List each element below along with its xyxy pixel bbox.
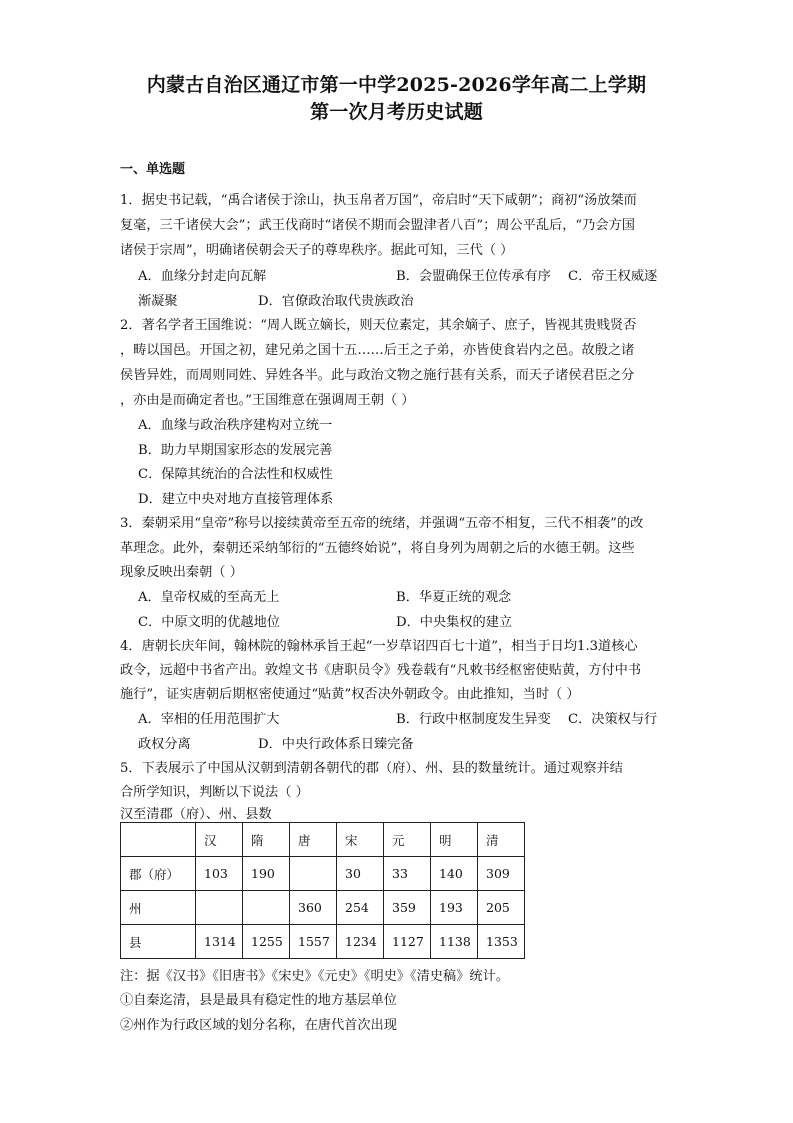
q5-statistics-table (120, 822, 525, 959)
q2-stem-line-1: 2．著名学者王国维说：“周人既立嫡长，则天位素定，其余嫡子、庶子，皆视其贵贱贤否 (120, 318, 637, 333)
section-heading: 一、单选题 (120, 162, 186, 177)
table-cell: 360 (290, 891, 337, 925)
table-cell: 县 (121, 925, 196, 959)
table-cell: 1557 (290, 925, 337, 959)
table-cell: 193 (431, 891, 478, 925)
table-cell: 元 (384, 823, 431, 857)
q2-option-c: C．保障其统治的合法性和权威性 (138, 467, 333, 482)
exam-title-line-2: 第一次月考历史试题 (310, 101, 483, 123)
table-cell (290, 857, 337, 891)
q4-option-c: C．决策权与行 (568, 712, 658, 727)
q1-stem-line-1: 1．据史书记载，“禹合诸侯于涂山，执玉帛者万国”，帝启时“天下咸朝”；商初“汤放桀而 (120, 193, 637, 208)
q4-option-c-continued: 政权分离 (138, 737, 191, 752)
table-cell: 1314 (196, 925, 243, 959)
q1-stem-line-2: 复毫，三千诸侯大会”；武王伐商时“诸侯不期而会盟津者八百”；周公平乱后，“乃会方国 (120, 218, 635, 233)
q2-stem-line-3: 侯皆异姓，而周则同姓、异姓各半。此与政治文物之施行甚有关系，而天子诸侯君臣之分 (120, 368, 635, 383)
table-cell: 309 (478, 857, 525, 891)
table-cell (196, 891, 243, 925)
table-cell: 宋 (337, 823, 384, 857)
table-cell: 140 (431, 857, 478, 891)
q1-option-b: B．会盟确保王位传承有序 (396, 269, 551, 284)
q5-statement-1: ①自秦迄清，县是最具有稳定性的地方基层单位 (120, 993, 397, 1008)
table-cell: 州 (121, 891, 196, 925)
table-cell: 1127 (384, 925, 431, 959)
q1-stem-line-3: 诸侯于宗周”，明确诸侯朝会天子的尊卑秩序。据此可知，三代（ ） (120, 243, 514, 258)
q5-statement-2: ②州作为行政区域的划分名称，在唐代首次出现 (120, 1018, 397, 1033)
table-cell: 隋 (243, 823, 290, 857)
q3-option-a: A．皇帝权威的至高无上 (138, 590, 280, 605)
table-cell: 1234 (337, 925, 384, 959)
q3-option-b: B．华夏正统的观念 (396, 590, 512, 605)
table-cell: 唐 (290, 823, 337, 857)
q5-stem-line-2: 合所学知识，判断以下说法（ ） (120, 785, 309, 800)
table-cell: 205 (478, 891, 525, 925)
q2-option-b: B．助力早期国家形态的发展完善 (138, 443, 333, 458)
q5-table-caption: 汉至清郡（府）、州、县数 (120, 807, 272, 822)
table-cell: 103 (196, 857, 243, 891)
table-cell: 明 (431, 823, 478, 857)
table-row (121, 925, 525, 959)
q4-stem-line-2: 政令，远超中书省产出。敦煌文书《唐职员令》残卷载有“凡敕书经枢密使贴黄，方付中书 (120, 663, 642, 678)
q3-option-c: C．中原文明的优越地位 (138, 615, 280, 630)
q4-stem-line-3: 施行”，证实唐朝后期枢密使通过“贴黄”权否决外朝政令。由此推知，当时（ ） (120, 687, 580, 702)
q3-option-d: D．中央集权的建立 (396, 615, 513, 630)
q1-option-c-continued: 渐凝聚 (138, 294, 178, 309)
q4-stem-line-1: 4．唐朝长庆年间，翰林院的翰林承旨王起“一岁草诏四百七十道”，相当于日均1.3道核心 (120, 639, 638, 654)
q1-option-a: A．血缘分封走向瓦解 (138, 269, 267, 284)
table-cell: 郡（府） (121, 857, 196, 891)
q2-option-d: D．建立中央对地方直接管理体系 (138, 492, 334, 507)
q2-option-a: A．血缘与政治秩序建构对立统一 (138, 418, 333, 433)
table-cell: 1255 (243, 925, 290, 959)
table-cell: 1353 (478, 925, 525, 959)
q5-table-note: 注：据《汉书》《旧唐书》《宋史》《元史》《明史》《清史稿》统计。 (120, 969, 509, 984)
q5-stem-line-1: 5．下表展示了中国从汉朝到清朝各朝代的郡（府）、州、县的数量统计。通过观察并结 (120, 761, 623, 776)
q1-option-d: D．官僚政治取代贵族政治 (258, 294, 414, 309)
q3-stem-line-1: 3．秦朝采用“皇帝”称号以接续黄帝至五帝的统绪，并强调“五帝不相复，三代不相袭”的改 (120, 516, 644, 531)
q2-stem-line-4: ，亦由是而确定者也。”王国维意在强调周王朝（ ） (120, 393, 415, 408)
table-cell: 190 (243, 857, 290, 891)
table-cell (243, 891, 290, 925)
q2-stem-line-2: ，畴以国邑。开国之初，建兄弟之国十五……后王之子弟，亦皆使食岩内之邑。故殷之诸 (120, 343, 635, 358)
q4-option-b: B．行政中枢制度发生异变 (396, 712, 551, 727)
table-cell: 汉 (196, 823, 243, 857)
table-row (121, 891, 525, 925)
table-cell: 254 (337, 891, 384, 925)
table-cell (121, 823, 196, 857)
table-cell: 359 (384, 891, 431, 925)
q4-option-d: D．中央行政体系日臻完备 (258, 737, 414, 752)
table-cell: 1138 (431, 925, 478, 959)
exam-title-line-1: 内蒙古自治区通辽市第一中学2025-2026学年高二上学期 (146, 74, 647, 96)
q3-stem-line-3: 现象反映出秦朝（ ） (120, 565, 243, 580)
q4-option-a: A．宰相的任用范围扩大 (138, 712, 280, 727)
table-cell: 30 (337, 857, 384, 891)
table-header-row (121, 823, 525, 857)
q3-stem-line-2: 革理念。此外，秦朝还采纳邹衍的“五德终始说”，将自身列为周朝之后的水德王朝。这些 (120, 541, 635, 556)
q1-option-c: C．帝王权威逐 (568, 269, 658, 284)
table-cell: 33 (384, 857, 431, 891)
table-cell: 清 (478, 823, 525, 857)
table-row (121, 857, 525, 891)
